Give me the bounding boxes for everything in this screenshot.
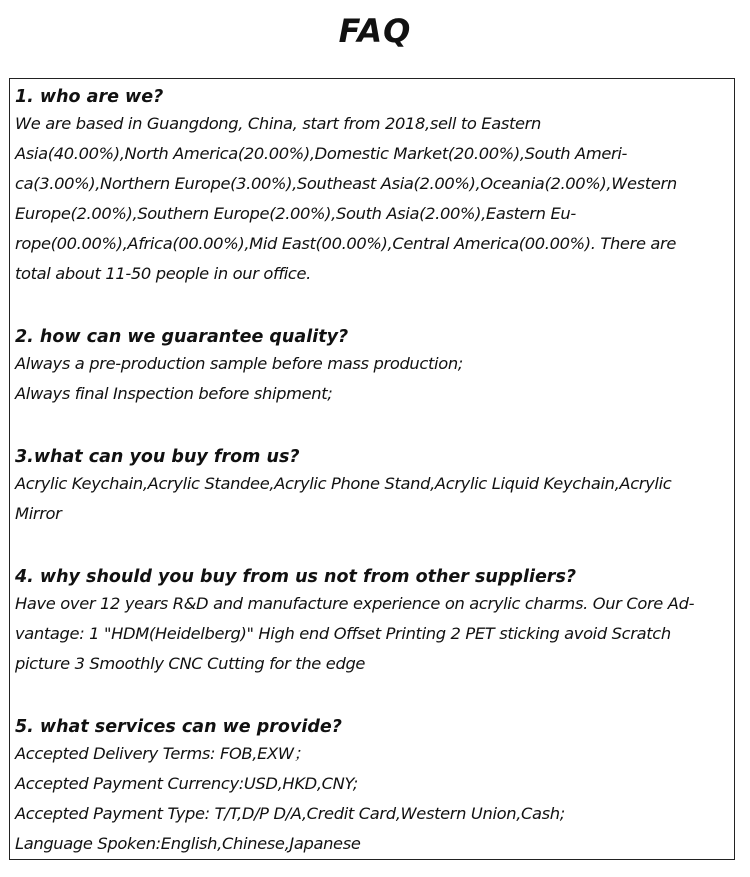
faq-answer-line: Always a pre-production sample before mass production; — [15, 354, 463, 373]
faq-question: 4. why should you buy from us not from other suppliers? — [15, 567, 577, 587]
faq-answer-line: We are based in Guangdong, China, start from 2018,sell to Eastern — [15, 114, 541, 133]
faq-section-4 — [15, 562, 730, 679]
faq-answer-line: total about 11-50 people in our office. — [15, 264, 312, 283]
faq-answer-line: Always final Inspection before shipment; — [15, 384, 333, 403]
faq-answer-line: rope(00.00%),Africa(00.00%),Mid East(00.00%),Central America(00.00%). There are — [15, 234, 677, 253]
faq-answer-line: Accepted Payment Type: T/T,D/P D/A,Credit Card,Western Union,Cash; — [15, 804, 565, 823]
faq-answer-line: Acrylic Keychain,Acrylic Standee,Acrylic Phone Stand,Acrylic Liquid Keychain,Acrylic — [15, 474, 672, 493]
faq-answer-line: Have over 12 years R&D and manufacture experience on acrylic charms. Our Core Ad- — [15, 594, 695, 613]
page-title: FAQ — [338, 12, 412, 50]
faq-answer-line: vantage: 1 "HDM(Heidelberg)" High end Offset Printing 2 PET sticking avoid Scratch — [15, 624, 671, 643]
faq-answer-line: Accepted Delivery Terms: FOB,EXW； — [15, 744, 310, 763]
faq-answer-line: Mirror — [15, 504, 62, 523]
faq-question: 5. what services can we provide? — [15, 717, 342, 737]
faq-answer-line: Europe(2.00%),Southern Europe(2.00%),South Asia(2.00%),Eastern Eu- — [15, 204, 576, 223]
faq-answer-line: Asia(40.00%),North America(20.00%),Domestic Market(20.00%),South Ameri- — [15, 144, 628, 163]
faq-answer-line: Language Spoken:English,Chinese,Japanese — [15, 834, 361, 853]
faq-answer-line: ca(3.00%),Northern Europe(3.00%),Southeast Asia(2.00%),Oceania(2.00%),Western — [15, 174, 677, 193]
faq-section-1 — [15, 82, 730, 289]
faq-question: 1. who are we? — [15, 87, 164, 107]
faq-section-2 — [15, 322, 730, 409]
faq-box — [9, 78, 735, 860]
faq-answer-line: Accepted Payment Currency:USD,HKD,CNY; — [15, 774, 358, 793]
faq-question: 2. how can we guarantee quality? — [15, 327, 349, 347]
faq-section-5 — [15, 712, 730, 859]
faq-question: 3.what can you buy from us? — [15, 447, 300, 467]
faq-section-3 — [15, 442, 730, 529]
faq-answer-line: picture 3 Smoothly CNC Cutting for the edge — [15, 654, 366, 673]
